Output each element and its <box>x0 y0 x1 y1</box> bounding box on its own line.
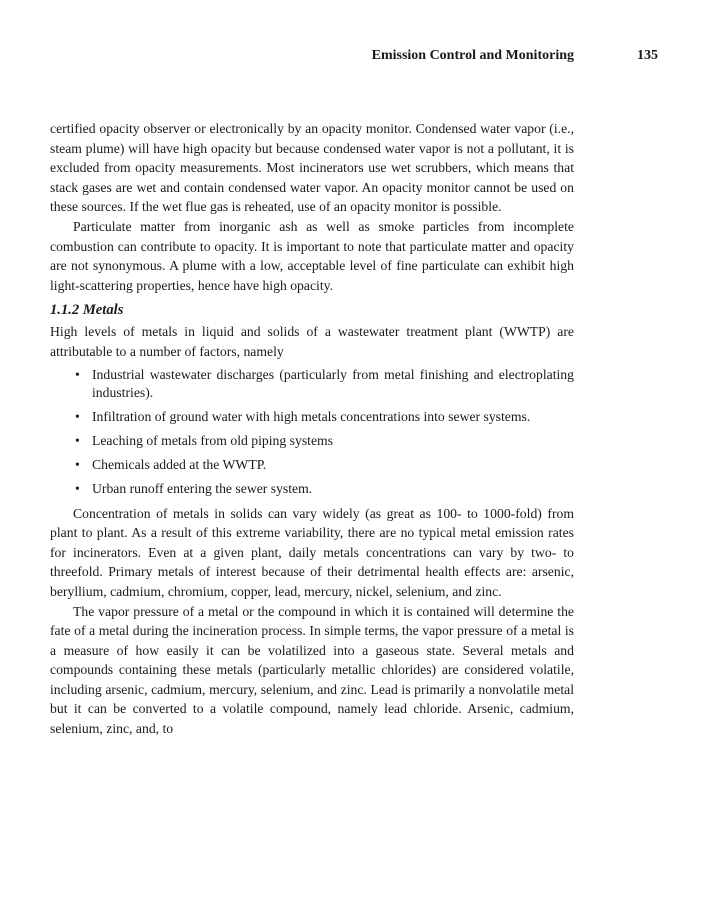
page-body <box>50 119 574 739</box>
paragraph-metal-concentration: Concentration of metals in solids can vary widely (as great as 100- to 1000-fold) from plant to plant. As a result of this extreme variability, there are no typical metal emission rates for incinerators. Even at a given plant, daily metals concentrations can vary by two- to threefold. Primary metals of interest because of their detrimental health effects are: arsenic, beryllium, cadmium, chromium, copper, lead, mercury, nickel, selenium, and zinc. <box>50 505 574 599</box>
running-header <box>48 48 658 68</box>
list-item: • Leaching of metals from old piping systems <box>92 432 574 450</box>
page-number: 135 <box>637 48 658 63</box>
paragraph-opacity-continued: certified opacity observer or electronically by an opacity monitor. Condensed water vapor (i.e., steam plume) will have high opacity but because condensed water vapor is not a pollutant, it is excluded from opacity measurements. Most incinerators use wet scrubbers, which means that stack gases are wet and contain condensed water vapor. An opacity monitor cannot be used on these sources. If the wet flue gas is reheated, use of an opacity monitor is possible. <box>50 121 574 215</box>
paragraph-vapor-pressure: The vapor pressure of a metal or the compound in which it is contained will determine the fate of a metal during the incineration process. In simple terms, the vapor pressure of a metal is a measure of how easily it can be volatilized into a gaseous state. Several metals and compounds containing these metals (particularly metallic chlorides) are considered volatile, including arsenic, cadmium, mercury, selenium, and zinc. Lead is primarily a nonvolatile metal but it can be converted to a volatile compound, namely lead chloride. Arsenic, cadmium, selenium, zinc, and, to <box>50 603 574 737</box>
list-item: • Industrial wastewater discharges (particularly from metal finishing and electroplating industries). <box>92 366 574 402</box>
section-heading-metals: 1.1.2 Metals <box>50 302 124 319</box>
list-item: • Chemicals added at the WWTP. <box>92 456 574 474</box>
paragraph-particulate: Particulate matter from inorganic ash as well as smoke particles from incomplete combustion can contribute to opacity. It is important to note that particulate matter and opacity are not synonymous. A plume with a low, acceptable level of fine particulate can exhibit high light-scattering properties, hence have high opacity. <box>50 218 574 293</box>
list-item: • Infiltration of ground water with high metals concentrations into sewer systems. <box>92 408 574 426</box>
list-item: • Urban runoff entering the sewer system. <box>92 480 574 498</box>
metal-sources-list <box>50 366 574 498</box>
running-header-title: Emission Control and Monitoring <box>371 48 574 63</box>
paragraph-metals-intro: High levels of metals in liquid and solids of a wastewater treatment plant (WWTP) are attributable to a number of factors, namely <box>50 324 574 359</box>
